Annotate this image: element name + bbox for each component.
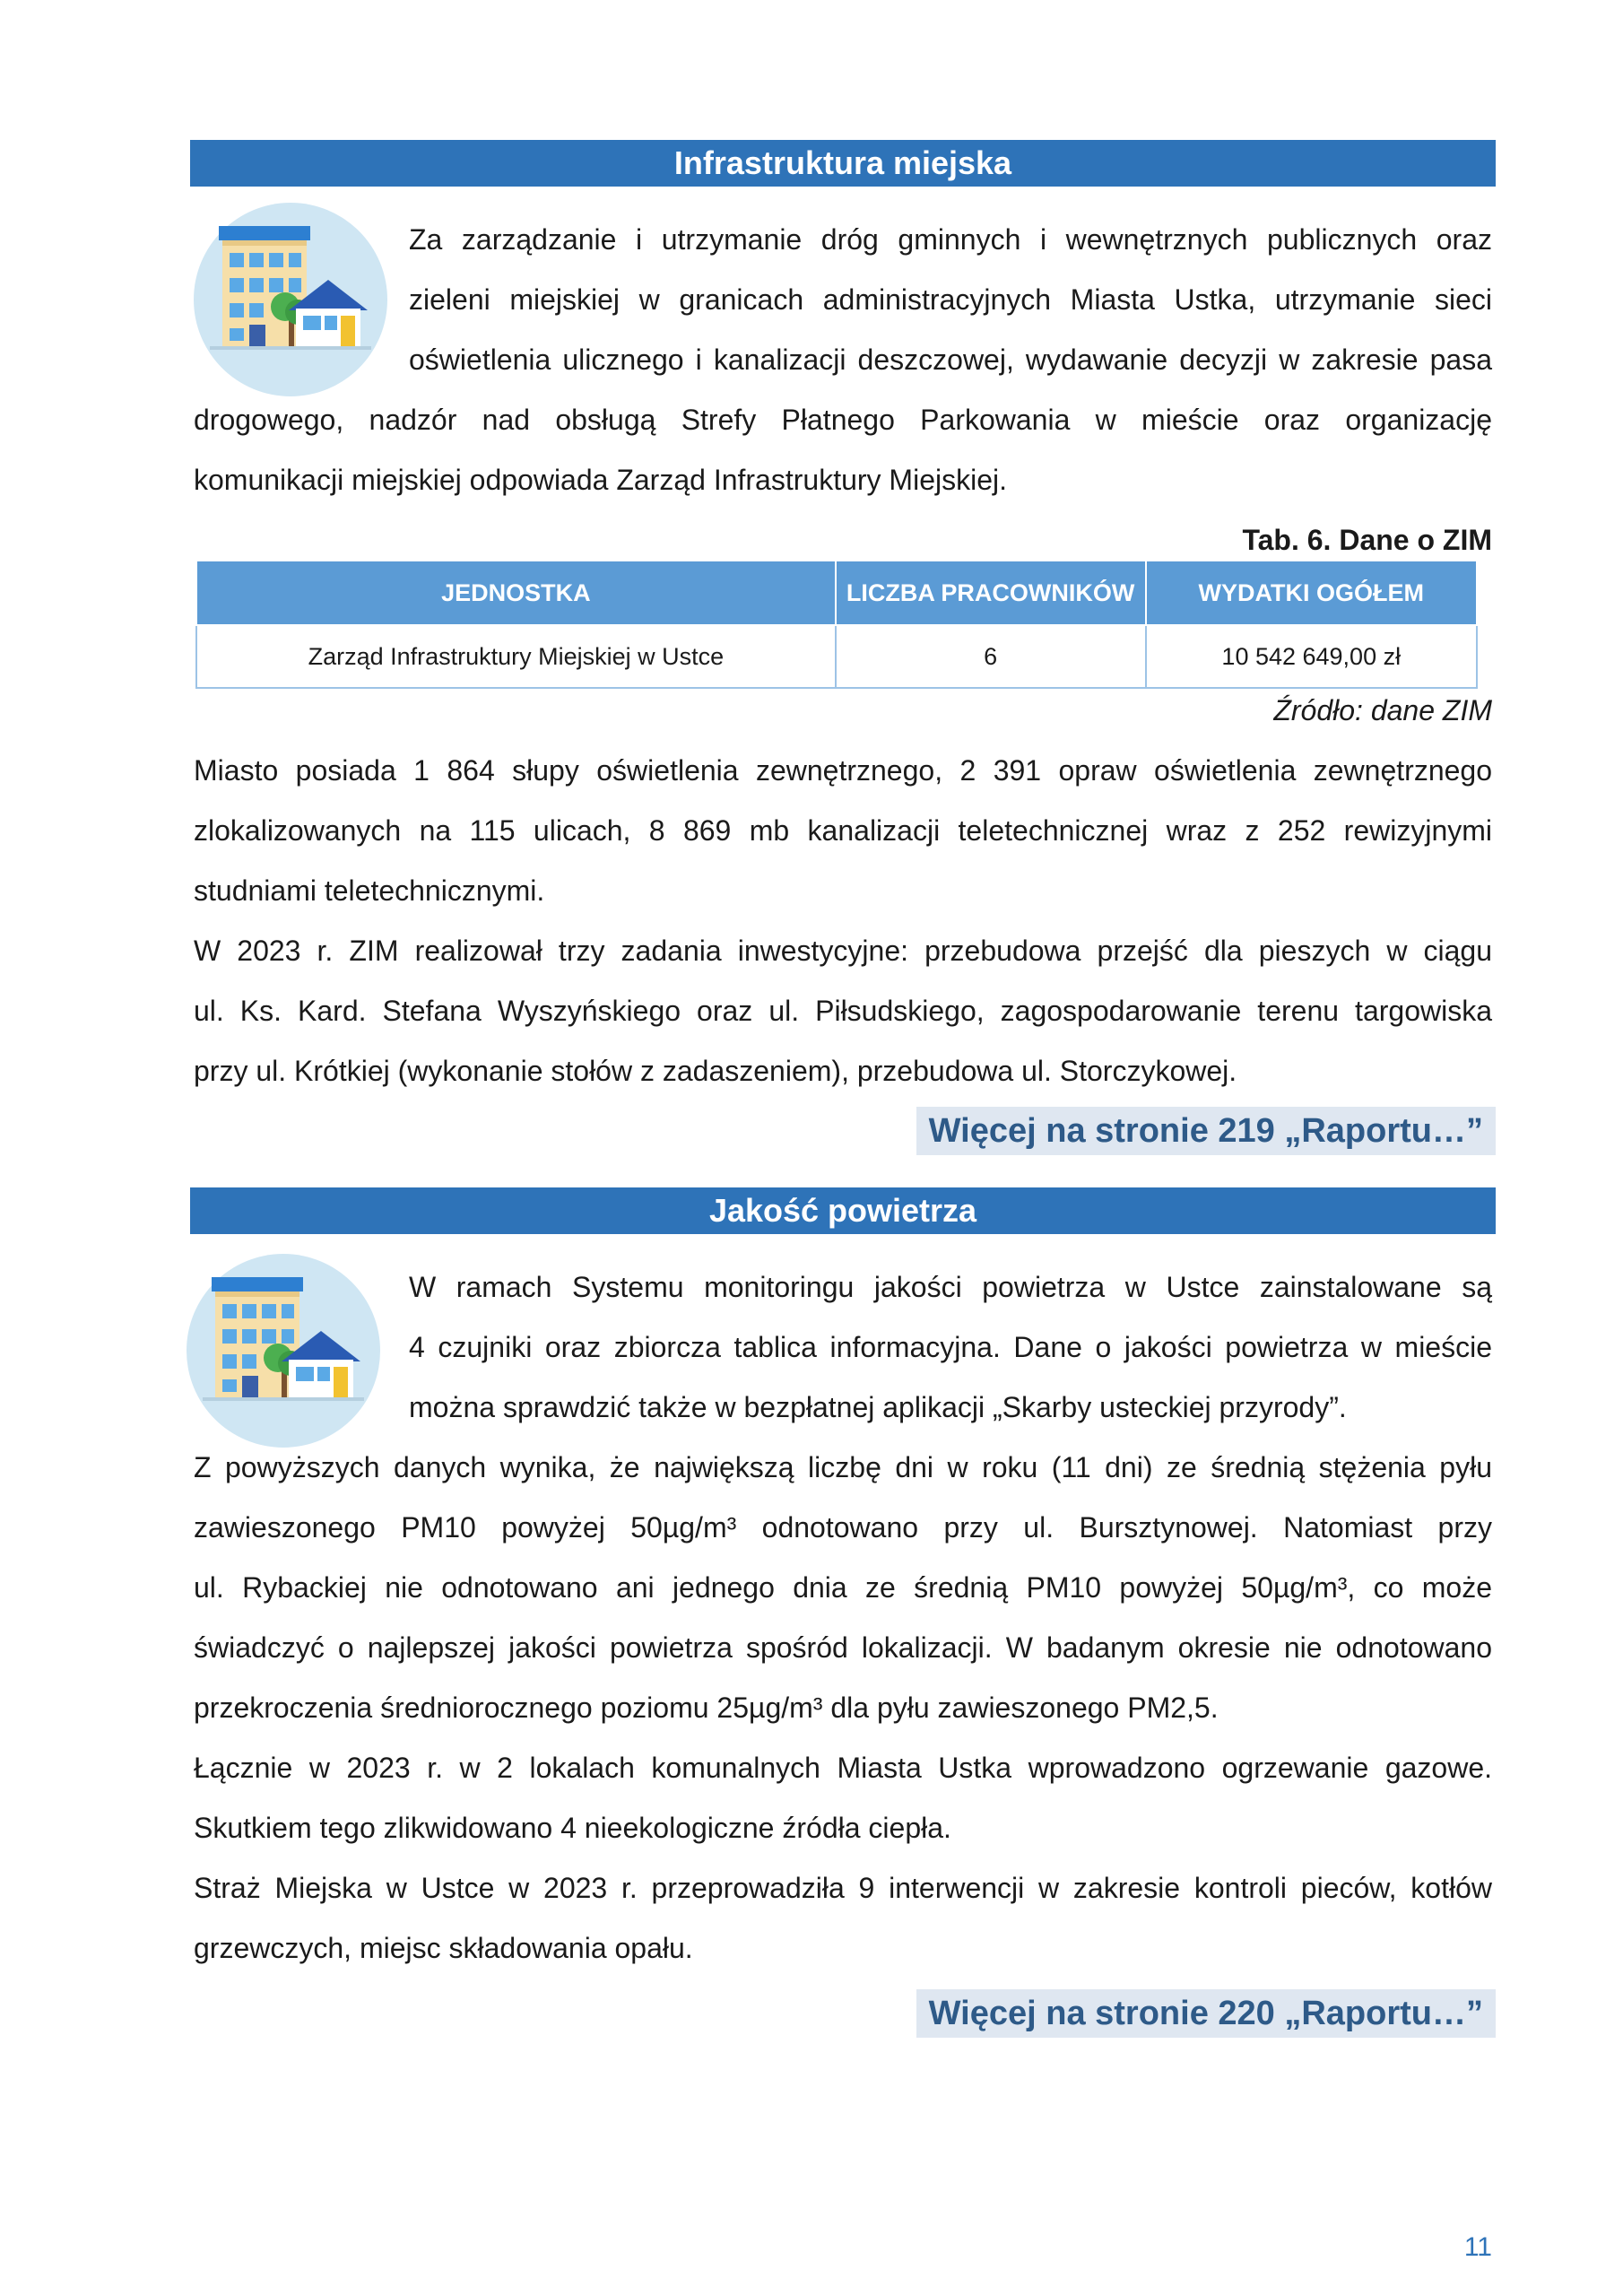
text-line: świadczyć o najlepszej jakości powietrza spośród lokalizacji. W badanym okresie nie odnotowano [194, 1631, 1492, 1664]
more-link-page-220[interactable]: Więcej na stronie 220 „Raportu…” [916, 1989, 1496, 2038]
table-cell: 6 [836, 625, 1146, 688]
text-line: grzewczych, miejsc składowania opału. [194, 1932, 693, 1964]
text-line: przekroczenia średniorocznego poziomu 25µg/m³ dla pyłu zawieszonego PM2,5. [194, 1692, 1219, 1724]
text-line: przy ul. Krótkiej (wykonanie stołów z zadaszeniem), przebudowa ul. Storczykowej. [194, 1055, 1237, 1087]
text-line: 4 czujniki oraz zbiorcza tablica informacyjna. Dane o jakości powietrza w mieście [409, 1331, 1492, 1363]
text-line: Miasto posiada 1 864 słupy oświetlenia zewnętrznego, 2 391 opraw oświetlenia zewnętrznego [194, 754, 1492, 787]
section2-intro [194, 1257, 1492, 1438]
section1-intro [194, 210, 1492, 510]
text-line: oświetlenia ulicznego i kanalizacji deszczowej, wydawanie decyzji w zakresie pasa [409, 344, 1492, 376]
text-line: komunikacji miejskiej odpowiada Zarząd Infrastruktury Miejskiej. [194, 464, 1007, 496]
text-line: Z powyższych danych wynika, że największą liczbę dni w roku (11 dni) ze średnią stężenia pyłu [194, 1451, 1492, 1483]
text-line: Łącznie w 2023 r. w 2 lokalach komunalnych Miasta Ustka wprowadzono ogrzewanie gazowe. [194, 1752, 1492, 1784]
section1-paragraph-3 [194, 921, 1492, 1101]
section1-paragraph-2 [194, 741, 1492, 921]
text-line: zlokalizowanych na 115 ulicach, 8 869 mb kanalizacji teletechnicznej wraz z 252 rewizyjnymi [194, 814, 1492, 847]
text-line: zawieszonego PM10 powyżej 50µg/m³ odnotowano przy ul. Bursztynowej. Natomiast przy [194, 1511, 1492, 1544]
section-title-infrastruktura: Infrastruktura miejska [190, 140, 1496, 187]
text-line: zieleni miejskiej w granicach administracyjnych Miasta Ustka, utrzymanie sieci [409, 283, 1492, 316]
table-header-cell: WYDATKI OGÓŁEM [1146, 561, 1477, 625]
section2-paragraph-2 [194, 1438, 1492, 1738]
table-caption: Tab. 6. Dane o ZIM [1242, 524, 1492, 556]
section2-paragraph-3 [194, 1738, 1492, 1858]
zim-table [195, 560, 1478, 689]
text-line: W ramach Systemu monitoringu jakości powietrza w Ustce zainstalowane są [409, 1271, 1492, 1303]
table-header-cell: LICZBA PRACOWNIKÓW [836, 561, 1146, 625]
text-line: W 2023 r. ZIM realizował trzy zadania inwestycyjne: przebudowa przejść dla pieszych w ciągu [194, 935, 1492, 967]
page-number: 11 [1463, 2232, 1492, 2262]
table-header-row [196, 561, 1477, 625]
more-link-page-219[interactable]: Więcej na stronie 219 „Raportu…” [916, 1107, 1496, 1155]
text-line: ul. Rybackiej nie odnotowano ani jednego dnia ze średnią PM10 powyżej 50µg/m³, co może [194, 1571, 1492, 1604]
table-header-cell: JEDNOSTKA [196, 561, 836, 625]
section2-paragraph-4 [194, 1858, 1492, 1979]
text-line: Za zarządzanie i utrzymanie dróg gminnych i wewnętrznych publicznych oraz [409, 223, 1492, 256]
table-row [196, 625, 1477, 688]
text-line: Straż Miejska w Ustce w 2023 r. przeprowadziła 9 interwencji w zakresie kontroli pieców, kotłów [194, 1872, 1492, 1904]
section-title-jakosc-powietrza: Jakość powietrza [190, 1187, 1496, 1234]
text-line: można sprawdzić także w bezpłatnej aplikacji „Skarby usteckiej przyrody”. [409, 1391, 1347, 1423]
text-line: drogowego, nadzór nad obsługą Strefy Płatnego Parkowania w mieście oraz organizację [194, 404, 1492, 436]
table-cell: Zarząd Infrastruktury Miejskiej w Ustce [196, 625, 836, 688]
text-line: ul. Ks. Kard. Stefana Wyszyńskiego oraz ul. Piłsudskiego, zagospodarowanie terenu targowiska [194, 995, 1492, 1027]
table-cell: 10 542 649,00 zł [1146, 625, 1477, 688]
text-line: studniami teletechnicznymi. [194, 874, 545, 907]
table-source: Źródło: dane ZIM [1273, 694, 1492, 726]
text-line: Skutkiem tego zlikwidowano 4 nieekologiczne źródła ciepła. [194, 1812, 951, 1844]
